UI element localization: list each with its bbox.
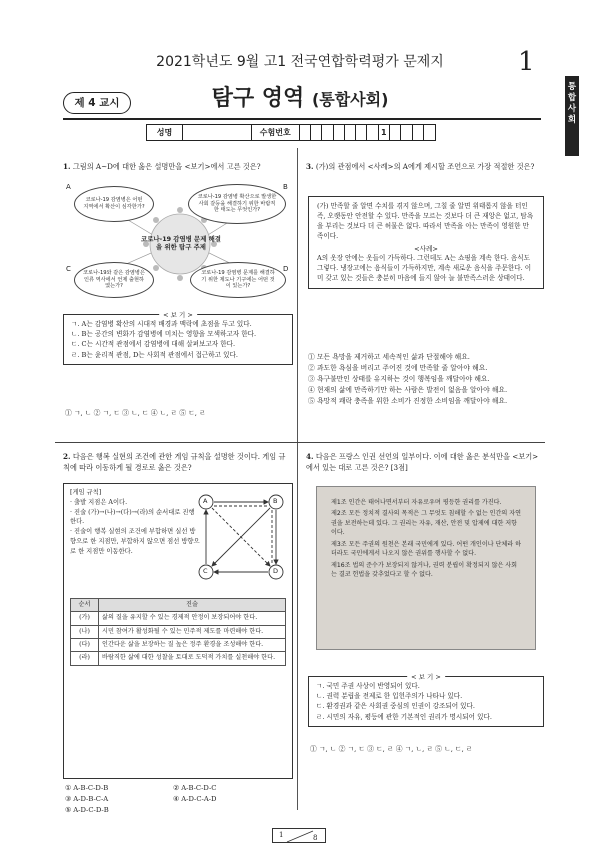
- subject-title: [180, 84, 420, 115]
- q4-article: 제1조 인간은 태어나면서부터 자유로우며 평등한 권리를 가진다.: [331, 499, 502, 506]
- q4-choices[interactable]: ① ㄱ, ㄴ ② ㄱ, ㄷ ③ ㄷ, ㄹ ④ ㄱ, ㄴ, ㄹ ⑤ ㄴ, ㄷ, ㄹ: [310, 745, 473, 753]
- table-header: 순서: [71, 599, 99, 612]
- q1-stem: [63, 162, 291, 173]
- side-tab-char: 회: [567, 115, 577, 125]
- q2-choice[interactable]: ⑤ A-D-C-D-B: [65, 805, 109, 814]
- q4-article: 제16조 법의 준수가 보장되지 않거나, 권력 분립이 확정되지 않은 사회는 결코 헌법을 갖추었다고 할 수 없다.: [331, 561, 518, 579]
- q1-bogi-item: ㄱ. A는 감염병 확산의 시대적 배경과 맥락에 초점을 두고 있다.: [71, 320, 252, 328]
- exam-number-cell[interactable]: [345, 125, 356, 140]
- q1-bogi-box: [63, 311, 293, 365]
- table-cell-order: (가): [71, 612, 99, 625]
- q2-statement-table: [70, 598, 286, 666]
- q1-choices[interactable]: ① ㄱ, ㄴ ② ㄱ, ㄷ ③ ㄴ, ㄷ ④ ㄴ, ㄹ ⑤ ㄷ, ㄹ: [65, 409, 206, 417]
- q3-stem: [306, 162, 544, 173]
- q1-stem-text: 그림의 A~D에 대한 옳은 설명만을 <보기>에서 고른 것은?: [72, 162, 261, 171]
- exam-number-cell[interactable]: 1: [379, 125, 390, 140]
- q2-choice[interactable]: ③ A-D-B-C-A: [65, 794, 109, 803]
- q1-bubble-b: 코로나-19 감염병 확산으로 발생한 사회 갈등을 해결하기 위한 바람직한 태도는 무엇인가?: [188, 184, 286, 224]
- q1-bogi-item: ㄹ. B는 윤리적 관점, D는 사회적 관점에서 접근하고 있다.: [71, 350, 238, 359]
- q2-stem-text: 다음은 행복 실현의 조건에 관한 게임 규칙을 설명한 것이다. 게임 규칙에 따라 이동하게 될 경로로 옳은 것은?: [63, 452, 286, 472]
- q2-node-b: B: [273, 497, 278, 505]
- q3-number: 3.: [306, 162, 314, 171]
- exam-number-cell[interactable]: [356, 125, 367, 140]
- q4-bogi-item: ㄷ. 환경권과 같은 사회권 중심의 인권이 강조되어 있다.: [316, 702, 475, 711]
- q3-advice-text: (가) 만족할 줄 알면 수치를 겪지 않으며, 그칠 줄 알면 위태롭지 않을 터인즉, 오랫동안 안전할 수 있다. 만족을 모르는 것보다 더 큰 재앙은 없고, 탐욕을 부리는 것보다 더 큰 허물은 없다. 따라서 만족을 아는 만족이 영원한 만족이다.: [317, 202, 534, 240]
- table-cell-order: (나): [71, 625, 99, 638]
- side-tab-char: 사: [567, 104, 577, 114]
- q1-label-a: A: [66, 183, 71, 191]
- table-cell-order: (라): [71, 652, 99, 665]
- q1-center-topic: 코로나-19 감염병 문제 해결을 위한 탐구 주제: [141, 235, 221, 252]
- session-badge: 제 4 교시: [63, 92, 131, 114]
- side-tab-char: 합: [567, 93, 577, 103]
- q2-stem: [63, 452, 291, 474]
- q1-bogi-title: < 보 기 >: [159, 310, 197, 320]
- q3-choices: [308, 352, 544, 406]
- q1-label-c: C: [66, 265, 71, 273]
- q2-choice[interactable]: ④ A-D-C-A-D: [173, 794, 217, 803]
- q3-choice[interactable]: ③ 욕구불만인 상태를 유지하는 것이 행복임을 깨달아야 해요.: [308, 374, 490, 383]
- table-row: [71, 639, 286, 652]
- q2-rule: · 진술 (가)→(나)→(다)→(라)의 순서대로 진행한다.: [70, 508, 195, 526]
- q2-choice[interactable]: ② A-B-C-D-C: [173, 784, 217, 792]
- table-cell-text: 삶의 질을 유지할 수 있는 경제적 안정이 보장되어야 한다.: [99, 612, 286, 625]
- name-label: 성명: [147, 125, 183, 140]
- name-field[interactable]: [183, 125, 252, 140]
- q2-rule: · 출발 지점은 A이다.: [70, 498, 128, 506]
- subject-main: 탐구 영역: [211, 86, 305, 111]
- q4-bogi-box: [308, 673, 544, 727]
- q2-rule: · 진술이 행복 실현의 조건에 부합하면 실선 방향으로 한 지점만, 부합하지 않으면 점선 방향으로 한 지점만 이동한다.: [70, 528, 200, 555]
- q4-bogi-item: ㄱ. 국민 주권 사상이 반영되어 있다.: [316, 682, 420, 690]
- q3-choice[interactable]: ④ 현재의 삶에 만족하기만 하는 사람은 발전이 없음을 알아야 해요.: [308, 385, 508, 394]
- q2-rules: [70, 488, 200, 556]
- q4-article: 제2조 모든 정치적 결사의 목적은 그 무엇도 침해할 수 없는 인간의 자연권을 보전하는데 있다. 그 권리는 자유, 재산, 안전 및 압제에 대한 저항이다.: [331, 510, 522, 537]
- student-info-box: [146, 124, 436, 141]
- q4-stem: [306, 452, 544, 474]
- q4-bogi-item: ㄹ. 시민의 자유, 평등에 관한 기본적인 권리가 명시되어 있다.: [316, 712, 492, 721]
- side-tab-char: 통: [567, 82, 577, 92]
- exam-number-cell[interactable]: [322, 125, 333, 140]
- q4-article: 제3조 모든 주권의 원천은 본래 국민에게 있다. 어떤 개인이나 단체라 하더라도 국민에게서 나오지 않은 권위를 행사할 수 없다.: [331, 540, 522, 558]
- q1-bubble-c: 코로나-19와 같은 감염병은 인류 역사에서 언제 출현하였는가?: [74, 262, 154, 298]
- q3-choice[interactable]: ② 과도한 욕심을 버리고 주어진 것에 만족할 줄 알아야 해요.: [308, 363, 488, 372]
- q3-passage-box: [308, 196, 544, 289]
- q1-number: 1.: [63, 162, 71, 171]
- q2-statement-table-wrap: [70, 598, 286, 666]
- exam-title: 2021학년도 9월 고1 전국연합학력평가 문제지: [156, 54, 444, 70]
- q2-node-d: D: [273, 567, 279, 575]
- q3-stem-text: (가)의 관점에서 <사례>의 A에게 제시할 조언으로 가장 적절한 것은?: [315, 162, 535, 171]
- row-divider: [55, 442, 545, 443]
- q1-bogi-item: ㄴ. B는 공간의 변화가 감염병에 미치는 영향을 모색하고자 한다.: [71, 330, 257, 339]
- q2-choice[interactable]: ① A-B-C-D-B: [65, 784, 109, 792]
- exam-number-cell[interactable]: [401, 125, 412, 140]
- table-header-row: [71, 599, 286, 612]
- q1-bubble-d: 코로나-19 감염병 문제를 해결하기 위한 제도나 기구에는 어떤 것이 있는가?: [190, 262, 286, 298]
- q4-number: 4.: [306, 452, 314, 461]
- q3-choice[interactable]: ⑤ 욕망적 쾌락 충족을 위한 소비가 진정한 소비임을 깨달아야 해요.: [308, 396, 508, 405]
- page-total: 8: [313, 834, 318, 842]
- subject-sub: (통합사회): [311, 90, 389, 109]
- q4-bogi-title: < 보 기 >: [407, 672, 445, 682]
- table-row: [71, 652, 286, 665]
- q3-case-text: A의 옷장 안에는 옷들이 가득하다. 그런데도 A는 쇼핑을 계속 한다. 음식도 그렇다. 냉장고에는 음식들이 가득하지만, 계속 새로운 음식을 주문한다. 이미 갖고 있는 것들은 충분히 마음에 들지 않아 늘 불만족스러운 상태이다.: [317, 254, 532, 283]
- table-cell-text: 인간다운 삶을 보장하는 질 높은 정주 환경을 조성해야 한다.: [99, 639, 286, 652]
- exam-number-cell[interactable]: [311, 125, 322, 140]
- exam-number-cell[interactable]: [367, 125, 378, 140]
- q1-bubble-a: 코로나-19 감염병은 어떤 지역에서 확산이 심각한가?: [74, 186, 154, 222]
- subject-side-tab: [565, 76, 579, 156]
- q2-node-a: A: [203, 497, 208, 505]
- exam-number-cell[interactable]: [300, 125, 311, 140]
- q2-rules-title: [게임 규칙]: [70, 489, 102, 496]
- q4-declaration-text: [331, 498, 521, 580]
- exam-number-cell[interactable]: [334, 125, 345, 140]
- q1-label-d: D: [283, 265, 289, 273]
- table-cell-text: 시민 참여가 활성화될 수 있는 민주적 제도를 마련해야 한다.: [99, 625, 286, 638]
- q3-choice[interactable]: ① 모든 욕망을 제거하고 세속적인 삶과 단절해야 해요.: [308, 353, 470, 361]
- q2-number: 2.: [63, 452, 71, 461]
- column-divider: [297, 148, 298, 810]
- q4-bogi-item: ㄴ. 권력 분립을 전제로 한 입헌주의가 나타나 있다.: [316, 692, 463, 701]
- exam-number-cell[interactable]: [413, 125, 424, 140]
- title-rule: [63, 118, 541, 120]
- q1-label-b: B: [283, 183, 288, 191]
- q3-case-title: <사례>: [414, 244, 438, 253]
- table-cell-order: (다): [71, 639, 99, 652]
- q1-bogi-item: ㄷ. C는 시간적 관점에서 감염병에 대해 살펴보고자 한다.: [71, 340, 236, 349]
- table-row: [71, 612, 286, 625]
- exam-number-label: 수험번호: [252, 125, 300, 140]
- exam-number-cell[interactable]: [424, 125, 435, 140]
- table-cell-text: 바람직한 삶에 대한 성찰을 토대로 도덕적 가치를 실천해야 한다.: [99, 652, 286, 665]
- table-header: 진술: [99, 599, 286, 612]
- q4-stem-text: 다음은 프랑스 인권 선언의 일부이다. 이에 대한 옳은 분석만을 <보기>에서 있는 대로 고른 것은? [3점]: [306, 452, 539, 472]
- q2-node-c: C: [203, 567, 208, 575]
- page-counter: [272, 828, 326, 843]
- page-current: 1: [279, 831, 284, 839]
- exam-number-cell[interactable]: [390, 125, 401, 140]
- q2-choices: [65, 783, 293, 816]
- page-number: 1: [518, 47, 535, 77]
- table-row: [71, 625, 286, 638]
